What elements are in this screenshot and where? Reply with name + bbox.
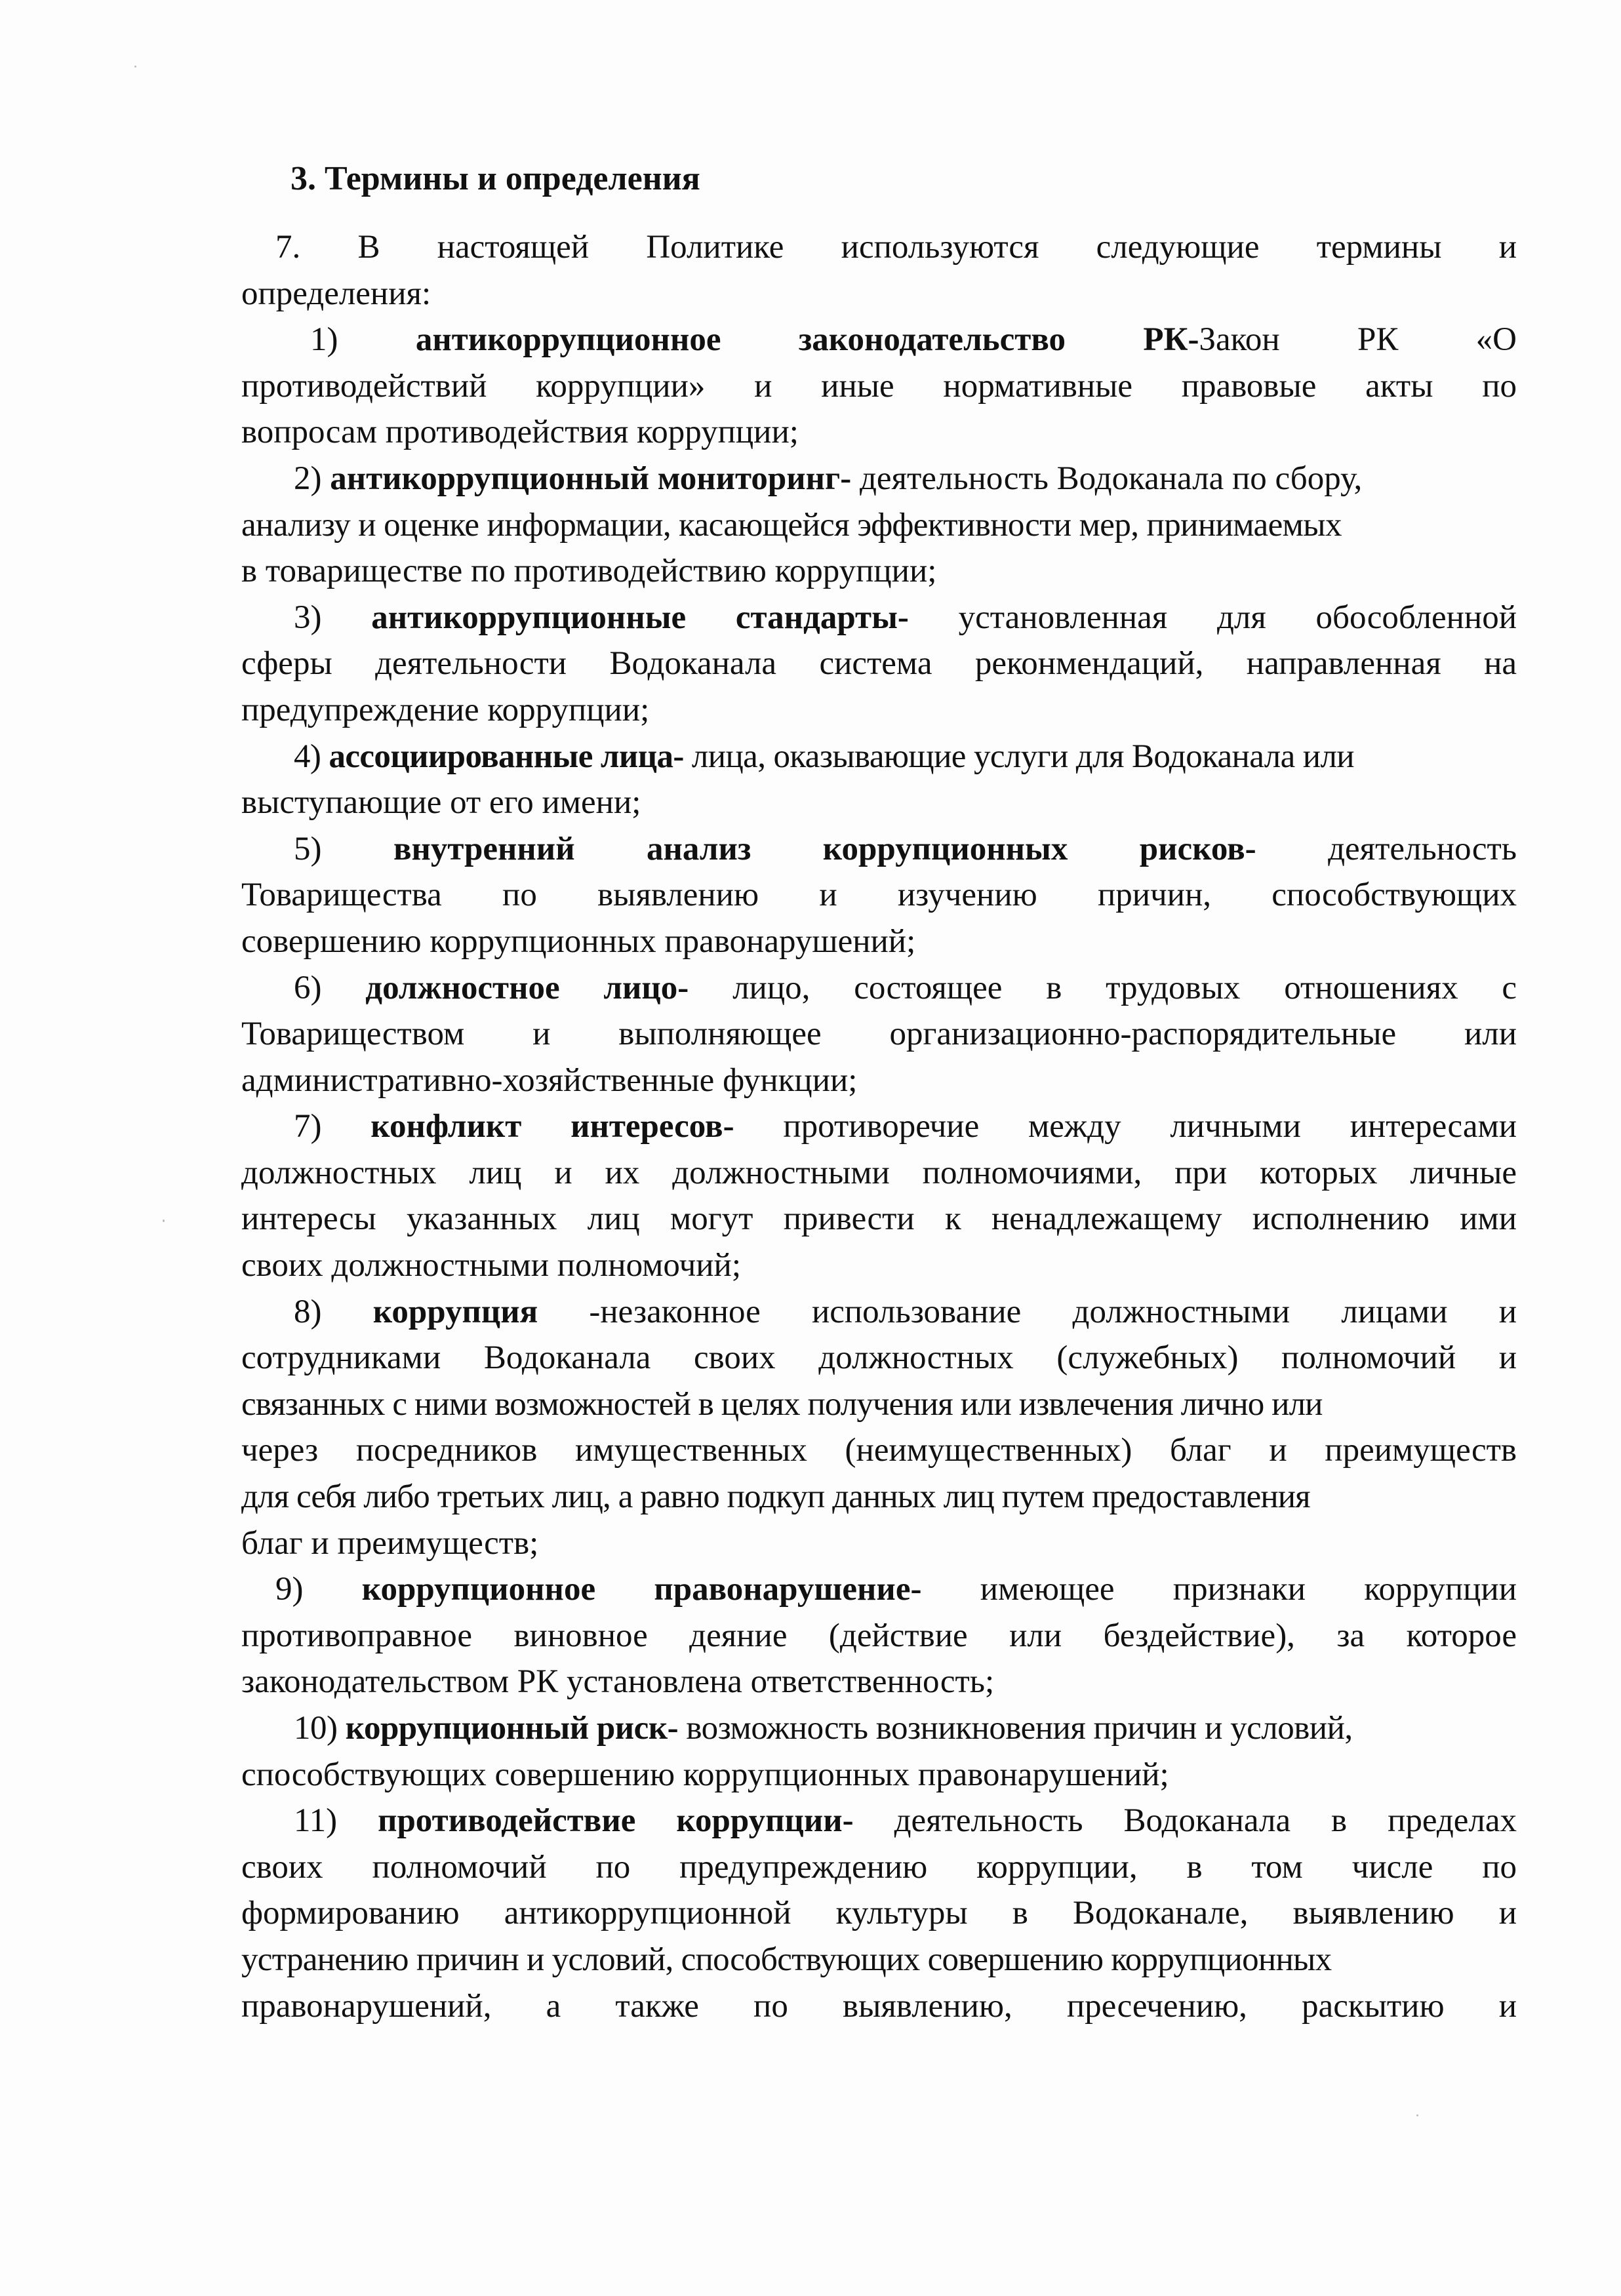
definition-3-line: предупреждение коррупции;	[241, 691, 650, 728]
definition-5-line: Товарищества по выявлению и изучению причин, способствующих	[241, 877, 1517, 914]
scan-speck	[1416, 2114, 1418, 2116]
item-number: 2)	[294, 460, 322, 497]
definition-7-line: должностных лиц и их должностными полномочиями, при которых личные	[241, 1154, 1517, 1191]
definition-text: деятельность Водоканала по сбору,	[859, 460, 1363, 497]
definition-text: деятельность Водоканала в пределах	[894, 1802, 1517, 1840]
definition-9-line: законодательством РК установлена ответственность;	[241, 1663, 995, 1701]
definitions-body	[241, 224, 1517, 2029]
definition-1-line	[241, 317, 1517, 363]
definition-8-line	[241, 1289, 1517, 1336]
defined-term: должностное лицо-	[365, 969, 689, 1006]
definition-11-line: формированию антикоррупционной культуры в Водоканале, выявлению и	[241, 1895, 1517, 1932]
item-number: 8)	[294, 1293, 322, 1330]
item-number: 9)	[275, 1571, 304, 1608]
item-number: 3)	[294, 599, 322, 636]
definition-text: Закон РК «О	[1199, 321, 1517, 359]
definition-11-line: своих полномочий по предупреждению коррупции, в том числе по	[241, 1848, 1517, 1886]
intro-line: 7. В настоящей Политике используются следующие термины и	[275, 229, 1517, 266]
definition-4-line	[241, 734, 1517, 780]
definition-text: деятельность	[1328, 830, 1517, 867]
definition-text: установленная для обособленной	[958, 599, 1517, 636]
definition-5-line	[241, 826, 1517, 873]
definition-text: лицо, состоящее в трудовых отношениях с	[732, 969, 1517, 1006]
definition-6-line: административно-хозяйственные функции;	[241, 1061, 858, 1099]
defined-term: ассоциированные лица-	[329, 738, 684, 775]
definition-8-line: для себя либо третьих лиц, а равно подкуп данных лиц путем предоставления	[241, 1478, 1310, 1516]
item-number: 11)	[294, 1802, 338, 1840]
definition-10-line: способствующих совершению коррупционных правонарушений;	[241, 1756, 1169, 1793]
definition-2-line: анализу и оценке информации, касающейся эффективности мер, принимаемых	[241, 506, 1342, 544]
item-number: 10)	[294, 1710, 338, 1747]
definition-2-line	[241, 456, 1517, 502]
defined-term: конфликт интересов-	[370, 1108, 734, 1145]
definition-text: лица, оказывающие услуги для Водоканала или	[691, 738, 1354, 775]
intro-line: определения:	[241, 275, 431, 312]
definition-11-line	[241, 1798, 1517, 1844]
definition-8-line: связанных с ними возможностей в целях получения или извлечения лично или	[241, 1385, 1323, 1423]
definition-text: возможность возникновения причин и условий,	[686, 1710, 1353, 1747]
definition-7-line	[241, 1103, 1517, 1150]
definition-8-line: через посредников имущественных (неимущественных) благ и преимуществ	[241, 1432, 1517, 1469]
defined-term: внутренний анализ коррупционных рисков-	[393, 830, 1256, 867]
definition-11-line: правонарушений, а также по выявлению, пресечению, раскытию и	[241, 1987, 1517, 2025]
item-number: 6)	[294, 969, 322, 1006]
definition-7-line: интересы указанных лиц могут привести к ненадлежащему исполнению ими	[241, 1200, 1517, 1238]
definition-11-line: устранению причин и условий, способствующих совершению коррупционных	[241, 1941, 1332, 1978]
definition-4-line: выступающие от его имени;	[241, 784, 641, 821]
definition-text: имеющее признаки коррупции	[980, 1571, 1517, 1608]
item-number: 1)	[310, 321, 338, 359]
definition-1-line: вопросам противодействия коррупции;	[241, 414, 799, 451]
item-number: 5)	[294, 830, 322, 867]
definition-7-line: своих должностными полномочий;	[241, 1247, 741, 1284]
definition-text: -незаконное использование должностными лицами и	[589, 1293, 1517, 1330]
scan-speck	[163, 1219, 165, 1222]
defined-term: коррупционное правонарушение-	[361, 1571, 922, 1608]
definition-1-line: противодействий коррупции» и иные нормативные правовые акты по	[241, 367, 1517, 405]
defined-term: антикоррупционные стандарты-	[371, 599, 909, 636]
defined-term: противодействие коррупции-	[378, 1802, 854, 1840]
defined-term: антикоррупционное законодательство РК-	[415, 321, 1199, 359]
defined-term: антикоррупционный мониторинг-	[330, 460, 852, 497]
defined-term: коррупционный риск-	[345, 1710, 679, 1747]
definition-8-line: благ и преимуществ;	[241, 1524, 539, 1562]
definition-2-line: в товариществе по противодействию коррупции;	[241, 553, 937, 590]
definition-6-line	[241, 965, 1517, 1012]
definition-3-line	[241, 595, 1517, 641]
definition-6-line: Товариществом и выполняющее организационно-распорядительные или	[241, 1016, 1517, 1053]
definition-9-line	[241, 1566, 1517, 1613]
item-number: 7)	[294, 1108, 322, 1145]
definition-10-line	[241, 1705, 1517, 1752]
definition-text: противоречие между личными интересами	[783, 1108, 1517, 1145]
definition-8-line: сотрудниками Водоканала своих должностных (служебных) полномочий и	[241, 1339, 1517, 1377]
item-number: 4)	[294, 738, 321, 775]
definition-5-line: совершению коррупционных правонарушений;	[241, 922, 916, 960]
definition-3-line: сферы деятельности Водоканала система реконмендаций, направленная на	[241, 645, 1517, 683]
scan-speck	[134, 66, 136, 68]
definition-9-line: противоправное виновное деяние (действие или бездействие), за которое	[241, 1617, 1517, 1654]
defined-term: коррупция	[372, 1293, 538, 1330]
section-heading: 3. Термины и определения	[290, 160, 700, 197]
